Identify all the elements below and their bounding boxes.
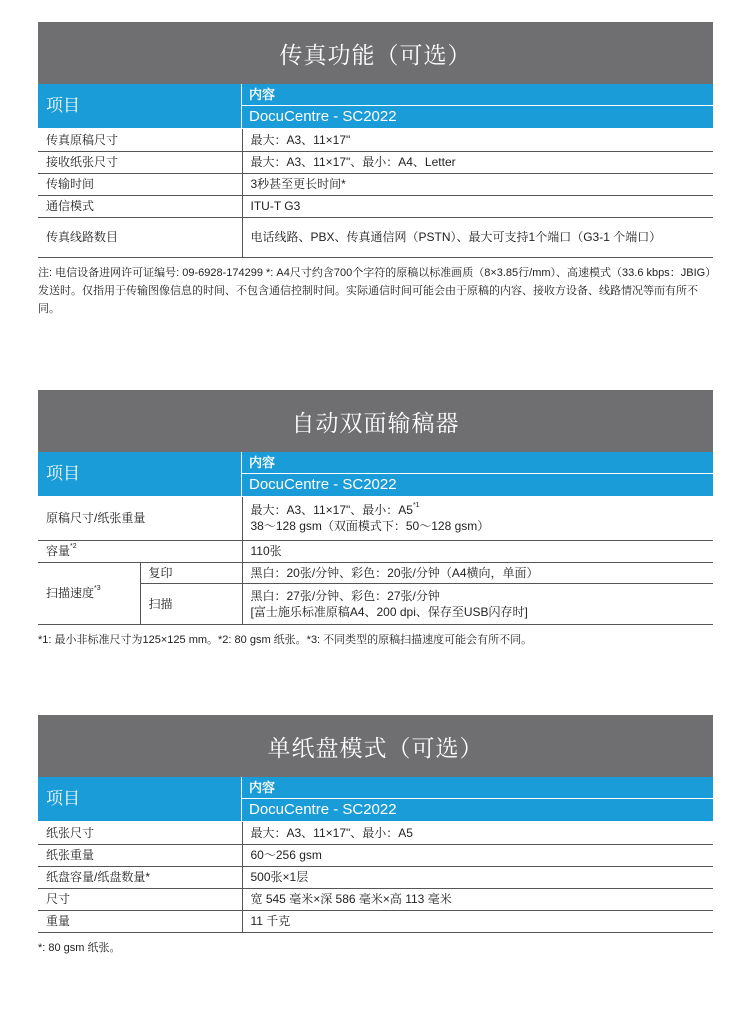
table-row bbox=[38, 822, 713, 844]
adf-table-header bbox=[38, 452, 713, 497]
row-label: 传真线路数目 bbox=[38, 217, 242, 257]
row-value: 最大：A3、11×17"、最小：A4、Letter bbox=[242, 151, 713, 173]
table-row bbox=[38, 151, 713, 173]
speed-label: 扫描速度 bbox=[46, 586, 95, 600]
table-row bbox=[38, 540, 713, 562]
sub-label: 扫描 bbox=[140, 583, 242, 624]
header-content: 内容 bbox=[242, 777, 713, 799]
fax-section-title: 传真功能（可选） bbox=[38, 22, 713, 84]
header-model: DocuCentre - SC2022 bbox=[249, 108, 397, 125]
row-value bbox=[242, 497, 713, 540]
row-label: 原稿尺寸/纸张重量 bbox=[38, 497, 242, 540]
table-row bbox=[38, 866, 713, 888]
adf-section-title: 自动双面输稿器 bbox=[38, 390, 713, 452]
header-item: 项目 bbox=[38, 777, 242, 821]
row-value: 3秒甚至更长时间* bbox=[242, 173, 713, 195]
adf-section bbox=[38, 390, 713, 649]
row-value: 黑白：20张/分钟、彩色：20张/分钟（A4横向，单面） bbox=[242, 562, 713, 583]
tray-section bbox=[38, 715, 713, 957]
row-label: 重量 bbox=[38, 910, 242, 932]
table-row bbox=[38, 173, 713, 195]
header-item: 项目 bbox=[38, 452, 242, 496]
fax-footnote: 注: 电信设备进网许可证编号: 09-6928-174299 *: A4尺寸约含700个字符的原稿以标准画质（8×3.85行/mm）、高速模式（33.6 kbps：JBIG）发送时。仅指用于传输图像信息的时间、不包含通信控制时间。实际通信时间可能会由于原稿的内容、接收方设备、线路情况等而有所不同。 bbox=[38, 266, 711, 315]
speed-sup: *3 bbox=[94, 585, 101, 592]
row-label: 接收纸张尺寸 bbox=[38, 151, 242, 173]
fax-spec-table bbox=[38, 129, 713, 258]
row-label: 纸盘容量/纸盘数量* bbox=[38, 866, 242, 888]
header-model: DocuCentre - SC2022 bbox=[249, 476, 397, 493]
table-row bbox=[38, 497, 713, 540]
capacity-label: 容量 bbox=[46, 544, 71, 558]
row-label: 通信模式 bbox=[38, 195, 242, 217]
fax-table-header bbox=[38, 84, 713, 129]
row-value: 60～256 gsm bbox=[242, 844, 713, 866]
adf-footnote: *1: 最小非标准尺寸为125×125 mm。*2: 80 gsm 纸张。*3: 不同类型的原稿扫描速度可能会有所不同。 bbox=[38, 633, 533, 646]
tray-footnote: *: 80 gsm 纸张。 bbox=[38, 941, 121, 954]
row-value: ITU-T G3 bbox=[242, 195, 713, 217]
table-row bbox=[38, 888, 713, 910]
header-item: 项目 bbox=[38, 84, 242, 128]
header-content: 内容 bbox=[242, 452, 713, 474]
adf-spec-table bbox=[38, 497, 713, 625]
table-row bbox=[38, 844, 713, 866]
row-value: 11 千克 bbox=[242, 910, 713, 932]
table-row bbox=[38, 562, 713, 583]
row-label: 传真原稿尺寸 bbox=[38, 129, 242, 151]
table-row bbox=[38, 129, 713, 151]
row-value: 最大：A3、11×17" bbox=[242, 129, 713, 151]
row-value: 最大：A3、11×17"、最小：A5 bbox=[242, 822, 713, 844]
table-row bbox=[38, 217, 713, 257]
table-row bbox=[38, 583, 713, 624]
row-value bbox=[242, 583, 713, 624]
row-value: 500张×1层 bbox=[242, 866, 713, 888]
table-row bbox=[38, 195, 713, 217]
capacity-sup: *2 bbox=[70, 543, 77, 550]
tray-section-title: 单纸盘模式（可选） bbox=[38, 715, 713, 777]
tray-spec-table bbox=[38, 822, 713, 933]
row-value: 电话线路、PBX、传真通信网（PSTN）、最大可支持1个端口（G3-1 个端口） bbox=[242, 217, 713, 257]
row-label: 尺寸 bbox=[38, 888, 242, 910]
row-label bbox=[38, 540, 242, 562]
fax-section bbox=[38, 22, 713, 318]
table-row bbox=[38, 910, 713, 932]
scan-line2: [富士施乐标准原稿A4、200 dpi、保存至USB闪存时] bbox=[250, 604, 528, 619]
row-label: 纸张重量 bbox=[38, 844, 242, 866]
size-line1: 最大：A3、11×17"、最小：A5 bbox=[250, 503, 413, 518]
header-content: 内容 bbox=[242, 84, 713, 106]
row-value: 110张 bbox=[242, 540, 713, 562]
header-model: DocuCentre - SC2022 bbox=[249, 801, 397, 818]
size-sup: *1 bbox=[412, 502, 420, 510]
row-label bbox=[38, 562, 140, 624]
row-value: 宽 545 毫米×深 586 毫米×高 113 毫米 bbox=[242, 888, 713, 910]
size-line2: 38～128 gsm（双面模式下：50～128 gsm） bbox=[250, 519, 490, 534]
scan-line1: 黑白：27张/分钟、彩色：27张/分钟 bbox=[250, 588, 440, 603]
tray-table-header bbox=[38, 777, 713, 822]
sub-label: 复印 bbox=[140, 562, 242, 583]
row-label: 纸张尺寸 bbox=[38, 822, 242, 844]
row-label: 传输时间 bbox=[38, 173, 242, 195]
